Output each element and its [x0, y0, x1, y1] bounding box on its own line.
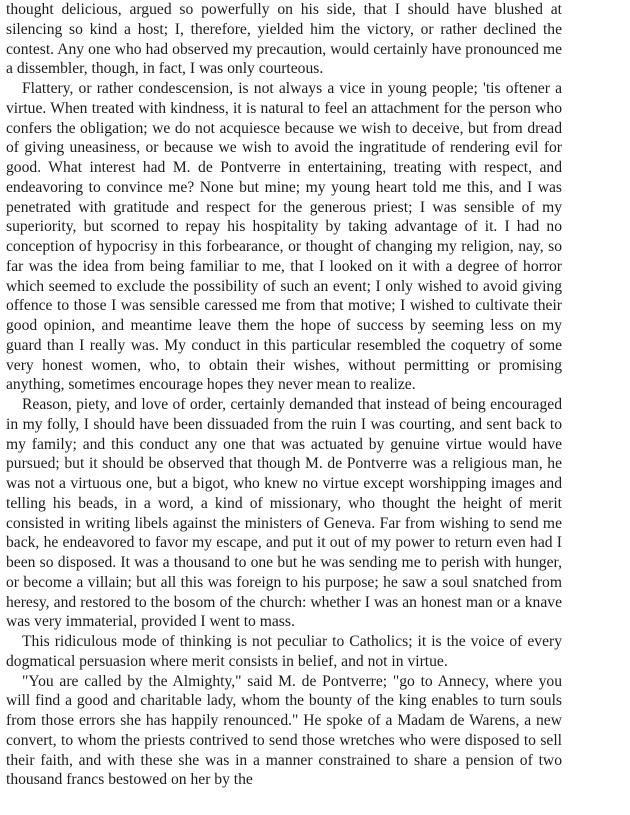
- paragraph-ridiculous-mode: This ridiculous mode of thinking is not peculiar to Catholics; it is the voice of every dogmatical persuasion where merit consists in belief, and not in virtue.: [6, 633, 562, 670]
- paragraph-continuation: thought delicious, argued so powerfully on his side, that I should have blushed at silencing so kind a host; I, therefore, yielded him the victory, or rather declined the contest. Any one who had observed my precaution, would certainly have pronounced me a dissembler, though, in fact, I was only courteous.: [6, 1, 562, 78]
- paragraph-flattery: Flattery, or rather condescension, is not always a vice in young people; 'tis oftener a virtue. When treated with kindness, it is natural to feel an attachment for the person who confers the obligation; we do not acquiesce because we wish to deceive, but from dread of giving uneasiness, or because we wish to avoid the ingratitude of rendering evil for good. What interest had M. de Pontverre in entertaining, treating with respect, and endeavoring to convince me? None but mine; my young heart told me this, and I was penetrated with gratitude and respect for the generous priest; I was sensible of my superiority, but scorned to repay his hospitality by taking advantage of it. I had no conception of hypocrisy in this forbearance, or thought of changing my religion, nay, so far was the idea from being familiar to me, that I looked on it with a degree of horror which seemed to exclude the possibility of such an event; I only wished to avoid giving offence to those I was sensible caressed me from that motive; I wished to cultivate their good opinion, and meantime leave them the hope of success by seeming less on my guard than I really was. My conduct in this particular resembled the coquetry of some very honest women, who, to obtain their wishes, without permitting or promising anything, sometimes encourage hopes they never mean to realize.: [6, 80, 562, 394]
- paragraph-called-by-almighty: "You are called by the Almighty," said M. de Pontverre; "go to Annecy, where you will find a good and charitable lady, whom the bounty of the king enables to turn souls from those errors she has happily renounced." He spoke of a Madam de Warens, a new convert, to whom the priests contrived to send those wretches who were disposed to sell their faith, and with these she was in a manner constrained to share a pension of two thousand francs bestowed on her by the: [6, 672, 562, 789]
- document-page: [6, 0, 562, 790]
- paragraph-reason-piety: Reason, piety, and love of order, certainly demanded that instead of being encouraged in my folly, I should have been dissuaded from the ruin I was courting, and sent back to my family; and this conduct any one that was actuated by genuine virtue would have pursued; but it should be observed that though M. de Pontverre was a religious man, he was not a virtuous one, but a bigot, who knew no virtue except worshipping images and telling his beads, in a word, a kind of missionary, who thought the height of merit consisted in writing libels against the ministers of Geneva. Far from wishing to send me back, he endeavored to favor my escape, and put it out of my power to return even had I been so disposed. It was a thousand to one but he was sending me to perish with hunger, or become a villain; but all this was foreign to his purpose; he saw a soul snatched from heresy, and restored to the bosom of the church: whether I was an honest man or a knave was very immaterial, provided I went to mass.: [6, 396, 562, 631]
